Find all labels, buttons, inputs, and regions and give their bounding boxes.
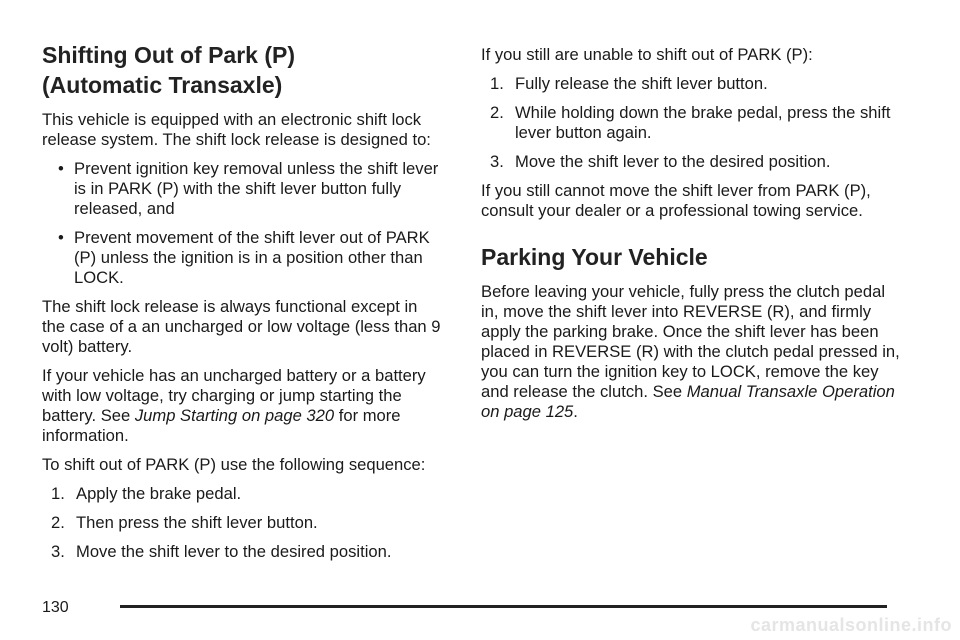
jump-starting-link[interactable]: Jump Starting on page 320 [134, 406, 335, 425]
step-list [481, 74, 901, 172]
bullet-item [42, 159, 442, 219]
step-text: Move the shift lever to the desired position. [515, 152, 831, 171]
bullet-text: Prevent movement of the shift lever out of PARK (P) unless the ignition is in a position other than LOCK. [74, 228, 430, 287]
battery-text: If your vehicle has an uncharged battery or a battery with low voltage, try charging or jump starting the battery. See [42, 366, 426, 425]
watermark-logo: carmanualsonline.info [750, 615, 952, 635]
battery-tail: for more information. [42, 406, 401, 445]
page-number: 130 [42, 599, 69, 616]
step-item [42, 484, 442, 504]
step-item [42, 542, 442, 562]
step-number: 3. [51, 542, 65, 561]
sequence-paragraph: To shift out of PARK (P) use the following sequence: [42, 455, 426, 474]
unable-paragraph: If you still are unable to shift out of PARK (P): [481, 45, 813, 64]
bullet-text: Prevent ignition key removal unless the shift lever is in PARK (P) with the shift lever button fully released, and [74, 159, 439, 218]
step-list [42, 484, 442, 562]
step-number: 2. [51, 513, 65, 532]
heading-line-2: (Automatic Transaxle) [42, 72, 283, 98]
cannot-move-paragraph: If you still cannot move the shift lever from PARK (P), consult your dealer or a professional towing service. [481, 181, 871, 220]
step-number: 1. [490, 74, 504, 93]
step-item [481, 74, 901, 94]
step-number: 2. [490, 103, 504, 122]
intro-paragraph: This vehicle is equipped with an electronic shift lock release system. The shift lock release is designed to: [42, 110, 431, 149]
bullet-list [42, 159, 442, 288]
step-item [42, 513, 442, 533]
bullet-icon: • [58, 159, 64, 178]
parking-tail: . [573, 402, 578, 421]
step-text: Move the shift lever to the desired position. [76, 542, 392, 561]
step-item [481, 152, 901, 172]
step-item [481, 103, 901, 143]
step-number: 3. [490, 152, 504, 171]
manual-transaxle-link[interactable]: Manual Transaxle Operation on page 125 [481, 382, 895, 421]
left-column [42, 40, 442, 571]
shift-lock-paragraph: The shift lock release is always functional except in the case of a an uncharged or low voltage (less than 9 volt) battery. [42, 297, 441, 356]
step-text: Apply the brake pedal. [76, 484, 242, 503]
step-text: While holding down the brake pedal, press the shift lever button again. [515, 103, 891, 142]
step-text: Then press the shift lever button. [76, 513, 318, 532]
battery-paragraph [42, 366, 442, 446]
section-heading-shifting [42, 40, 442, 100]
heading-line-1: Shifting Out of Park (P) [42, 42, 295, 68]
right-column [481, 45, 901, 422]
parking-paragraph [481, 282, 901, 422]
section-heading-parking: Parking Your Vehicle [481, 244, 708, 270]
bullet-icon: • [58, 228, 64, 247]
parking-text: Before leaving your vehicle, fully press the clutch pedal in, move the shift lever into REVERSE (R), and firmly apply the parking brake. Once the shift lever has been placed in REVERSE (R) with the clutch pedal pressed in, you can turn the ignition key to LOCK, remove the key and release the clutch. See [481, 282, 900, 401]
step-number: 1. [51, 484, 65, 503]
footer-rule [120, 605, 887, 608]
bullet-item [42, 228, 442, 288]
step-text: Fully release the shift lever button. [515, 74, 768, 93]
page-footer [42, 597, 887, 617]
